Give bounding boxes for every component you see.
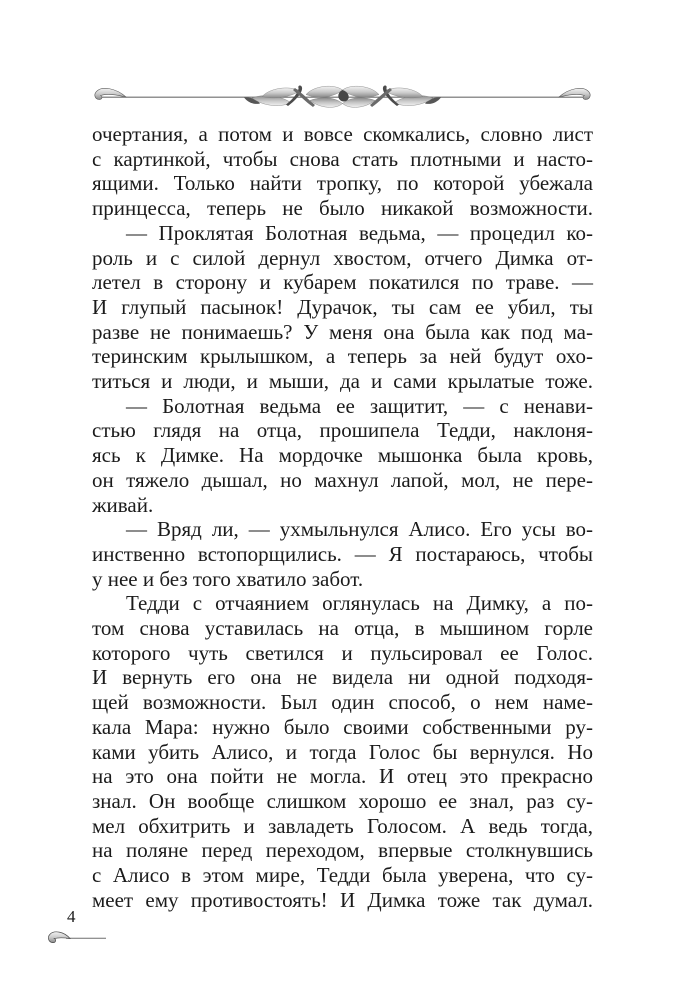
text-line: И вернуть его она не видела ни одной подходя- (92, 665, 593, 690)
text-line: ящими. Только найти тропку, по которой убежала (92, 171, 593, 196)
text-line: И глупый пасынок! Дурачок, ты сам ее убил, ты (92, 294, 593, 319)
text-line: том снова уставилась на отца, в мышином горле (92, 616, 593, 641)
text-line: кала Мара: нужно было своими собственными ру- (92, 714, 593, 739)
text-line: с Алисо в этом мире, Тедди была уверена, что су- (92, 863, 593, 888)
text-line: теринским крылышком, а теперь за ней будут охо- (92, 344, 593, 369)
text-line: инственно встопорщились. — Я постараюсь, чтобы (92, 541, 593, 566)
text-line: принцесса, теперь не было никакой возможности. (92, 196, 593, 221)
text-line: живай. (92, 492, 154, 517)
text-line: знал. Он вообще слишком хорошо ее знал, раз су- (92, 788, 593, 813)
text-line: меет ему противостоять! И Димка тоже так думал. (92, 887, 593, 912)
text-line: летел в сторону и кубарем покатился по траве. — (92, 270, 593, 295)
text-line: мел обхитрить и завладеть Голосом. А ведь тогда, (92, 813, 593, 838)
text-line: которого чуть светился и пульсировал ее Голос. (92, 640, 593, 665)
text-line: — Вряд ли, — ухмыльнулся Алисо. Его усы во- (126, 517, 593, 542)
paragraph (92, 221, 593, 394)
text-line: на поляне перед переходом, впервые столкнувшись (92, 838, 593, 863)
text-line: щей возможности. Был один способ, о нем наме- (92, 690, 593, 715)
paragraph (92, 394, 593, 518)
text-line: у нее и без того хватило забот. (92, 566, 364, 591)
text-line: он тяжело дышал, но махнул лапой, мол, не пере- (92, 467, 593, 492)
text-line: — Болотная ведьма ее защитит, — с ненави- (126, 393, 593, 418)
text-line: очертания, а потом и вовсе скомкались, словно лист (92, 122, 593, 146)
text-line: — Проклятая Болотная ведьма, — процедил ко- (126, 220, 593, 245)
text-line: ясь к Димке. На мордочке мышонка была кровь, (92, 443, 593, 468)
paragraph (92, 122, 593, 221)
chapter-divider-ornament (92, 81, 593, 114)
paragraph (92, 517, 593, 591)
text-line: титься и люди, и мыши, да и сами крылатые тоже. (92, 369, 593, 394)
text-line: Тедди с отчаянием оглянулась на Димку, а по- (126, 591, 593, 616)
text-line: с картинкой, чтобы снова стать плотными и насто- (92, 146, 593, 171)
text-line: на это она пойти не могла. И отец это прекрасно (92, 764, 593, 789)
text-line: стью глядя на отца, прошипела Тедди, наклоня- (92, 418, 593, 443)
text-line: разве не понимаешь? У меня она была как под ма- (92, 319, 593, 344)
page-number: 4 (67, 907, 76, 926)
body-text (92, 122, 593, 913)
text-line: ками убить Алисо, и тогда Голос бы вернулся. Но (92, 739, 593, 764)
footer-flourish-ornament (46, 929, 108, 946)
text-line: роль и с силой дернул хвостом, отчего Димка от- (92, 245, 593, 270)
paragraph (92, 591, 593, 912)
